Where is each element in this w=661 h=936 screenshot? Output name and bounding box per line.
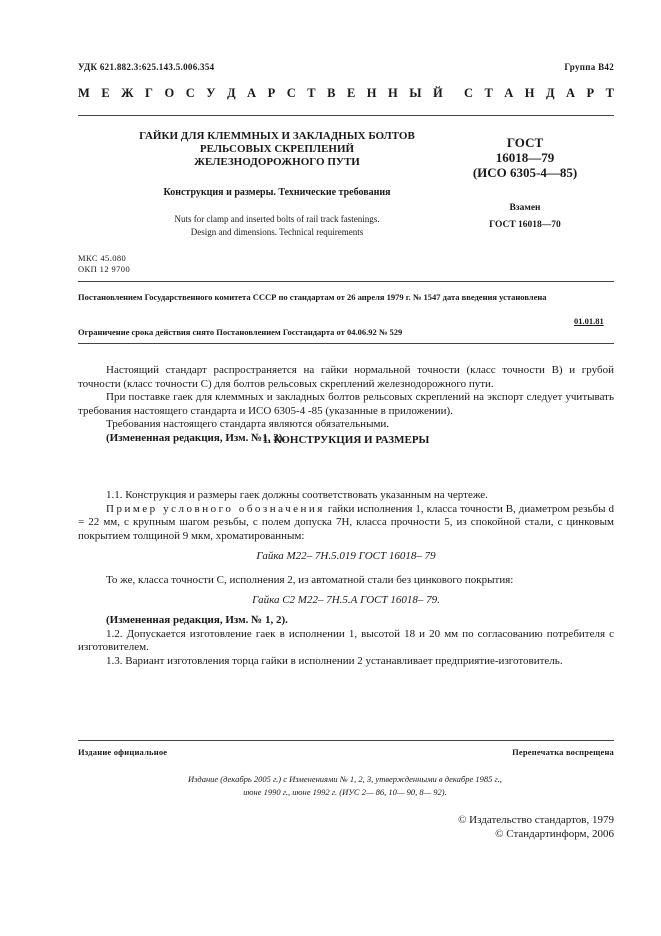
gost-number: [455, 135, 595, 180]
banner-letter: О: [164, 86, 175, 100]
banner-letter: С: [286, 86, 296, 100]
banner-letter: Й: [433, 86, 443, 100]
intro-section: [78, 364, 614, 445]
reprint-prohibited: Перепечатка воспрещена: [512, 747, 614, 757]
intro-paragraph: Настоящий стандарт распространяется на гайки нормальной точности (класс точности В) и грубой точности (класс точности С) для болтов рельсовых скреплений железнодорожного пути.: [78, 364, 614, 390]
decree-divider: [78, 343, 614, 344]
clause-1-2: 1.2. Допускается изготовление гаек в исполнении 1, высотой 18 и 20 мм по согласованию потребителя с изготовителем.: [78, 627, 614, 653]
edition-line: июне 1990 г., июне 1992 г. (ИУС 2— 86, 10— 90, 8— 92).: [243, 787, 447, 797]
okp-code: ОКП 12 9700: [78, 264, 131, 274]
replaces-block: [455, 200, 595, 234]
edition-note: [100, 773, 590, 799]
same-paragraph: То же, класса точности С, исполнения 2, из автоматной стали без цинкового покрытия:: [106, 574, 514, 586]
title-line: ЖЕЛЕЗНОДОРОЖНОГО ПУТИ: [194, 156, 360, 168]
banner-letter: В: [327, 86, 336, 100]
banner-letter: Н: [366, 86, 377, 100]
english-title-line: Nuts for clamp and inserted bolts of rail track fastenings.: [174, 214, 380, 224]
standard-banner: [78, 86, 614, 101]
banner-letter: Т: [484, 86, 493, 100]
replaces-label: Взамен: [509, 203, 541, 213]
banner-letter: Н: [388, 86, 398, 100]
replaces-value: ГОСТ 16018—70: [489, 220, 561, 230]
classification-codes: [78, 253, 130, 275]
banner-letter: Г: [145, 86, 153, 100]
group-code: Группа В42: [564, 62, 614, 72]
official-edition: Издание официальное: [78, 747, 168, 757]
edition-line: Издание (декабрь 2005 г.) с Изменениями № 1, 2, 3, утвержденными в декабре 1985 г.,: [188, 774, 502, 784]
banner-letter: С: [185, 86, 195, 100]
example-text: гайки исполнения 1, класса точности В, диаметром резьбы d = 22 мм, с крупным шагом резьбы, с полем допуска 7Н, класса прочности 5, из спокойной стали, с цинковым покрытием толщиной 9 мкм, хроматированным:: [78, 502, 614, 542]
banner-letter: Р: [586, 86, 595, 100]
same-paragraph-wrap: [78, 574, 614, 588]
change-note: (Измененная редакция, Изм. № 1, 2).: [106, 614, 288, 626]
validity-limit: Ограничение срока действия снято Постановлением Госстандарта от 04.06.92 № 529: [78, 327, 403, 337]
banner-standard: [464, 86, 614, 101]
clause-1-1: 1.1. Конструкция и размеры гаек должны соответствовать указанным на чертеже.: [106, 489, 488, 501]
banner-letter: С: [464, 86, 474, 100]
copyright-1: © Издательство стандартов, 1979: [458, 814, 614, 826]
document-subtitle: Конструкция и размеры. Технические требования: [163, 187, 391, 198]
banner-interstate: [78, 86, 443, 101]
top-divider: [78, 115, 614, 116]
banner-letter: Н: [524, 86, 535, 100]
intro-paragraph: Требования настоящего стандарта являются обязательными.: [106, 418, 390, 430]
section-title: 1. КОНСТРУКЦИЯ И РАЗМЕРЫ: [262, 434, 430, 446]
gost-line: (ИСО 6305-4—85): [472, 165, 578, 180]
section-1-clauses: [78, 614, 614, 668]
effective-date: 01.01.81: [574, 316, 604, 326]
gost-line: ГОСТ: [506, 135, 544, 150]
banner-letter: Ы: [409, 86, 422, 100]
banner-letter: Ж: [121, 86, 134, 100]
english-title: [118, 213, 436, 239]
section-1-body: [78, 489, 614, 543]
clause-1-3: 1.3. Вариант изготовления торца гайки в исполнении 2 устанавливает предприятие-изготовитель.: [106, 654, 563, 667]
mks-code: МКС 45.080: [78, 253, 127, 263]
banner-letter: Р: [267, 86, 276, 100]
designation-example-2: Гайка С2 М22– 7Н.5.А ГОСТ 16018– 79.: [252, 594, 440, 606]
banner-letter: У: [206, 86, 216, 100]
footer-divider: [78, 740, 614, 741]
banner-letter: Е: [346, 86, 356, 100]
banner-letter: Д: [545, 86, 555, 100]
copyright-2: © Стандартинформ, 2006: [495, 828, 614, 840]
title-line: РЕЛЬСОВЫХ СКРЕПЛЕНИЙ: [199, 143, 355, 155]
english-title-line: Design and dimensions. Technical requirements: [190, 227, 364, 237]
designation-example-1: Гайка М22– 7Н.5.019 ГОСТ 16018– 79: [256, 550, 436, 562]
example-paragraph: [78, 503, 614, 544]
banner-letter: Е: [101, 86, 110, 100]
intro-paragraph: При поставке гаек для клеммных и закладных болтов рельсовых скреплений на экспорт следует учитывать требования настоящего стандарта и ИСО 6305-4 -85 (указанные в приложении).: [78, 391, 614, 417]
codes-divider: [78, 281, 614, 282]
banner-letter: М: [78, 86, 90, 100]
example-label: Пример условного обозначения: [106, 502, 325, 515]
banner-letter: Д: [226, 86, 236, 100]
change-note: (Измененная редакция, Изм. №1, 3).: [106, 431, 286, 444]
udk-code: УДК 621.882.3:625.143.5.006.354: [78, 62, 215, 72]
document-title: [118, 130, 436, 169]
banner-letter: Т: [307, 86, 316, 100]
banner-letter: А: [566, 86, 576, 100]
title-line: ГАЙКИ ДЛЯ КЛЕММНЫХ И ЗАКЛАДНЫХ БОЛТОВ: [139, 130, 415, 142]
banner-letter: А: [504, 86, 514, 100]
banner-letter: А: [247, 86, 257, 100]
gost-line: 16018—79: [495, 150, 555, 165]
decree-text: Постановлением Государственного комитета СССР по стандартам от 26 апреля 1979 г. № 1547 дата введения установлена: [78, 292, 547, 302]
banner-letter: Т: [605, 86, 614, 100]
